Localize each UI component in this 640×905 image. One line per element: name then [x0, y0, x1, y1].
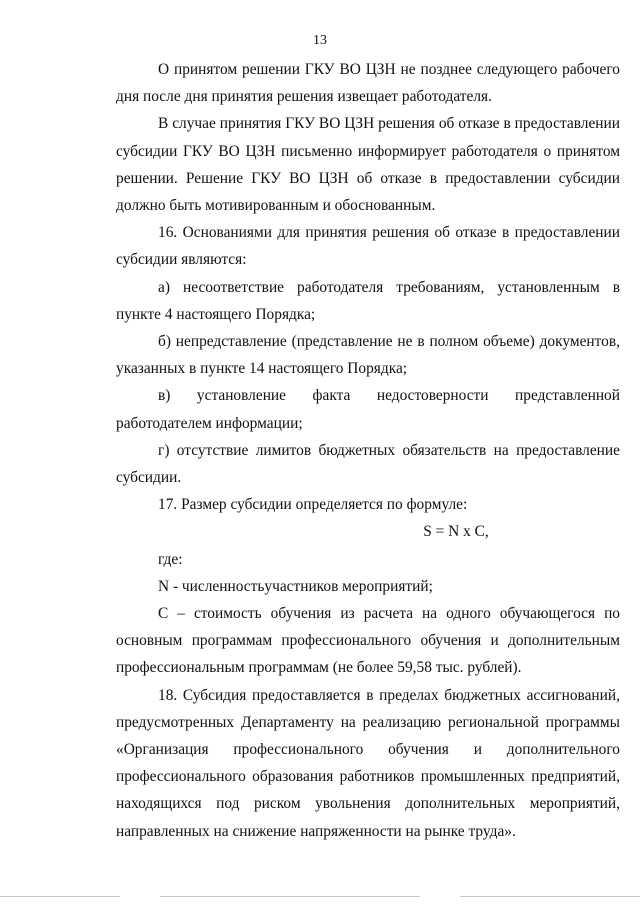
list-item-a: а) несоответствие работодателя требованиям, установленным в пункте 4 настоящего Порядка;: [116, 278, 620, 323]
paragraph-decision-notice: О принятом решении ГКУ ВО ЦЗН не позднее следующего рабочего дня после дня принятия решения извещает работодателя.: [116, 61, 620, 106]
list-item-v: в) установление факта недостоверности представленной работодателем информации;: [116, 387, 620, 432]
page-number: 13: [313, 33, 327, 48]
scan-edge-line: [0, 892, 640, 902]
document-body: [116, 56, 620, 845]
formula: S = N x C,: [423, 523, 489, 541]
list-item-g: г) отсутствие лимитов бюджетных обязательств на предоставление субсидии.: [116, 441, 620, 487]
paragraph-16-grounds: 16. Основаниями для принятия решения об отказе в предоставлении субсидии являются:: [116, 224, 620, 269]
paragraph-refusal-notice: В случае принятия ГКУ ВО ЦЗН решения об отказе в предоставлении субсидии ГКУ ВО ЦЗН письменно информирует работодателя о принятом решении. Решение ГКУ ВО ЦЗН об отказе в предоставлении субсидии должно быть мотивированным и обоснованным.: [116, 115, 620, 215]
paragraph-17-subsidy-size: 17. Размер субсидии определяется по формуле:: [158, 496, 468, 514]
definition-c: C – стоимость обучения из расчета на одного обучающегося по основным программам профессионального обучения и дополнительным профессиональным программам (не более 59,58 тыс. рублей).: [116, 605, 620, 677]
list-item-b: б) непредставление (представление не в полном объеме) документов, указанных в пункте 14 настоящего Порядка;: [116, 333, 620, 378]
paragraph-18-budget: 18. Субсидия предоставляется в пределах бюджетных ассигнований, предусмотренных Департаменту на реализацию региональной программы «Организация профессионального обучения и дополнительного профессионального образования работников промышленных предприятий, находящихся под риском увольнения дополнительных мероприятий, направленных на снижение напряженности на рынке труда».: [116, 686, 620, 840]
definition-n: N - численностьучастников мероприятий;: [158, 577, 433, 595]
where-label: где:: [158, 550, 183, 568]
